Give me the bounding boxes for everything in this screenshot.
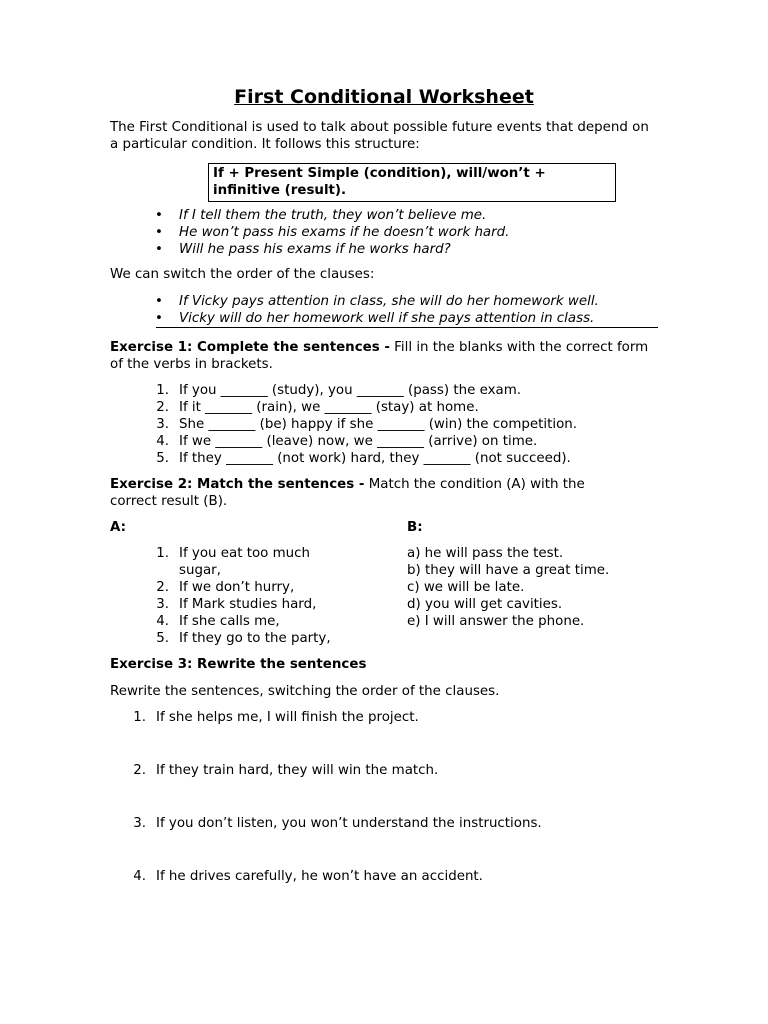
list-item (155, 433, 577, 450)
item-number: 4. (156, 434, 169, 449)
item-text: If she helps me, I will finish the project. (156, 710, 419, 725)
exercise2-header (110, 476, 630, 510)
example-text: If Vicky pays attention in class, she will do her homework well. (179, 294, 599, 309)
exercise2-instruction: Match the condition (A) with the correct result (B). (110, 477, 585, 509)
switch-intro: We can switch the order of the clauses: (110, 267, 375, 282)
exercise1-instruction: Fill in the blanks with the correct form of the verbs in brackets. (110, 340, 649, 372)
item-text: If it _______ (rain), we _______ (stay) at home. (179, 400, 479, 415)
exercise2-heading: Exercise 2: Match the sentences - (110, 477, 365, 492)
item-number: 5. (156, 451, 169, 466)
item-number: 2. (156, 580, 169, 595)
bullet-icon: • (155, 208, 163, 223)
exercise3-instruction: Rewrite the sentences, switching the order of the clauses. (110, 684, 500, 699)
item-number: 1. (133, 710, 146, 725)
example-text: Vicky will do her homework well if she pays attention in class. (179, 311, 595, 326)
list-item (155, 613, 331, 630)
item-number: 3. (133, 816, 146, 831)
item-number: 3. (156, 417, 169, 432)
list-item (132, 868, 542, 921)
bullet-icon: • (155, 225, 163, 240)
column-b-label: B: (407, 520, 423, 535)
item-text: If they train hard, they will win the match. (156, 763, 439, 778)
list-item (155, 596, 331, 613)
example-text: He won’t pass his exams if he doesn’t work hard. (179, 225, 510, 240)
item-text: If you _______ (study), you _______ (pass) the exam. (179, 383, 522, 398)
list-item: c) we will be late. (407, 580, 525, 595)
item-text: If we _______ (leave) now, we _______ (arrive) on time. (179, 434, 538, 449)
result-list (407, 545, 609, 630)
list-item (155, 579, 331, 596)
switch-example-list (110, 293, 660, 327)
item-text: If you don’t listen, you won’t understand the instructions. (156, 816, 542, 831)
condition-list (155, 545, 331, 647)
bullet-icon: • (155, 294, 163, 309)
item-number: 1. (156, 546, 169, 561)
list-item (110, 224, 660, 241)
list-item: e) I will answer the phone. (407, 614, 585, 629)
example-text: Will he pass his exams if he works hard? (179, 242, 451, 257)
list-item (155, 382, 577, 399)
item-number: 2. (133, 763, 146, 778)
list-item (132, 762, 542, 815)
list-item (155, 450, 577, 467)
exercise1-heading: Exercise 1: Complete the sentences - (110, 340, 390, 355)
list-item (155, 416, 577, 433)
item-text: If he drives carefully, he won’t have an accident. (156, 869, 483, 884)
page-title: First Conditional Worksheet (234, 86, 534, 108)
list-item: d) you will get cavities. (407, 597, 563, 612)
exercise3-list (132, 709, 542, 921)
item-text: She _______ (be) happy if she _______ (win) the competition. (179, 417, 578, 432)
item-number: 2. (156, 400, 169, 415)
item-text: If Mark studies hard, (179, 597, 317, 612)
intro-paragraph: The First Conditional is used to talk about possible future events that depend on a particular condition. It follows this structure: (110, 120, 649, 152)
list-item (132, 709, 542, 762)
item-number: 3. (156, 597, 169, 612)
item-text: If they _______ (not work) hard, they _______ (not succeed). (179, 451, 571, 466)
item-text-continued: sugar, (179, 563, 221, 578)
item-text: If you eat too much (179, 546, 311, 561)
list-item (110, 241, 660, 258)
item-text: If we don’t hurry, (179, 580, 295, 595)
list-item (110, 207, 660, 224)
example-text: If I tell them the truth, they won’t believe me. (179, 208, 487, 223)
list-item (155, 545, 331, 579)
item-number: 1. (156, 383, 169, 398)
item-number: 4. (133, 869, 146, 884)
item-number: 5. (156, 631, 169, 646)
section-divider (156, 327, 658, 328)
list-item (110, 293, 660, 310)
bullet-icon: • (155, 311, 163, 326)
list-item (132, 815, 542, 868)
example-list (110, 207, 660, 258)
list-item (155, 630, 331, 647)
item-text: If she calls me, (179, 614, 280, 629)
item-number: 4. (156, 614, 169, 629)
column-a-label: A: (110, 520, 126, 535)
list-item (155, 399, 577, 416)
exercise1-list (155, 382, 577, 467)
list-item: b) they will have a great time. (407, 563, 610, 578)
list-item (110, 310, 660, 327)
item-text: If they go to the party, (179, 631, 331, 646)
bullet-icon: • (155, 242, 163, 257)
structure-box: If + Present Simple (condition), will/won’t + infinitive (result). (208, 163, 616, 202)
exercise3-heading: Exercise 3: Rewrite the sentences (110, 657, 367, 672)
list-item: a) he will pass the test. (407, 546, 564, 561)
exercise1-header (110, 339, 655, 373)
